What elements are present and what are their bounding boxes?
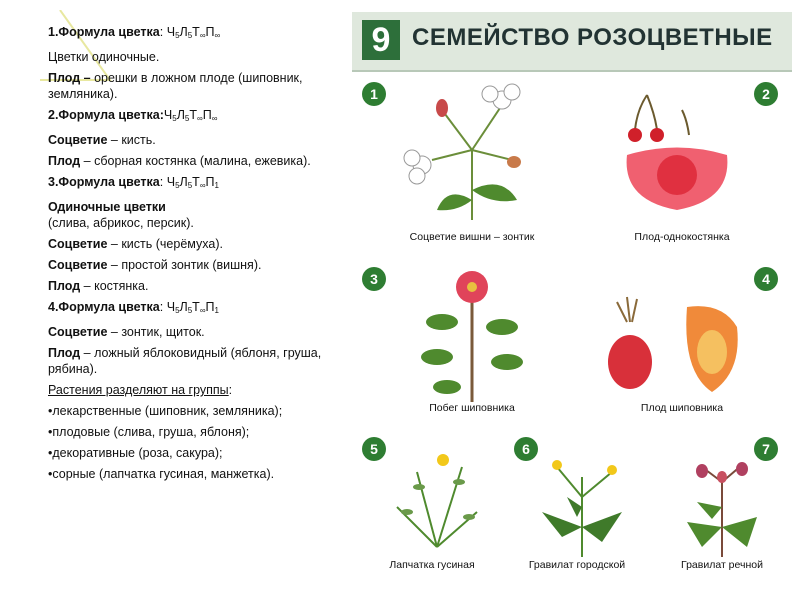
panel-7-badge: 7 [754,437,778,461]
formula-3-value: $Ч_5Л_5Т_\infty П_1$ [166,175,219,190]
figure-title: СЕМЕЙСТВО РОЗОЦВЕТНЫЕ [412,24,773,51]
panel-6-caption: Гравилат городской [528,559,626,571]
rosehip-fruit-icon [602,287,752,397]
fruit-3: Плод – костянка. [48,279,149,293]
inflorescence-3a: Соцветие – кисть (черёмуха). [48,237,223,251]
textbook-figure [352,12,792,588]
group-item-3: •декоративные (роза, сакура); [48,446,223,460]
panel-5-badge: 5 [362,437,386,461]
fruit-1: Плод – орешки в ложном плоде (шиповник, земляника). [48,71,303,101]
panel-7-caption: Гравилат речной [681,559,763,571]
fruit-4: Плод – ложный яблоковидный (яблоня, груша, рябина). [48,346,322,376]
silverweed-icon [377,452,497,552]
group-item-1: •лекарственные (шиповник, земляника); [48,404,283,418]
panel-1-caption: Соцветие вишни – зонтик [409,231,535,243]
cherry-drupe-icon [607,80,747,225]
panel-2-caption: Плод-однокостянка [634,231,730,243]
formula-text [48,24,344,487]
water-avens-icon [662,457,782,557]
panel-3-badge: 3 [362,267,386,291]
formula-1: 1.Формула цветка: $Ч_5Л_5Т_\infty П_\infty$ [48,25,221,40]
formula-1-value: $Ч_5Л_5Т_\infty П_\infty$ [166,25,221,40]
groups-heading: Растения разделяют на группы: [48,383,233,397]
wood-avens-icon [522,457,642,557]
formula-2: 2.Формула $цветка:Ч_5Л_5Т_\infty П_\infty$ [48,108,218,123]
formula-4-value: $Ч_5Л_5Т_\infty П_1$ [166,300,219,315]
panel-1-badge: 1 [362,82,386,106]
inflorescence-3b: Соцветие – простой зонтик (вишня). [48,258,262,272]
formula-3: 3.Формула цветка: $Ч_5Л_5Т_\infty П_1$ [48,175,219,190]
text-column [0,0,345,600]
panel-2-badge: 2 [754,82,778,106]
panel-5-caption: Лапчатка гусиная [389,559,475,571]
figure-header [352,12,792,72]
inflorescence-2: Соцветие – кисть. [48,133,156,147]
panel-4-caption: Плод шиповника [640,402,724,414]
panel-3-caption: Побег шиповника [429,402,515,414]
panel-6-badge: 6 [514,437,538,461]
inflorescence-4: Соцветие – зонтик, щиток. [48,325,205,339]
panel-4-badge: 4 [754,267,778,291]
group-item-4: •сорные (лапчатка гусиная, манжетка). [48,467,275,481]
single-flowers-3: Одиночные цветки (слива, абрикос, персик). [48,200,194,230]
single-flowers-line: Цветки одиночные. [48,50,160,64]
group-item-2: •плодовые (слива, груша, яблоня); [48,425,250,439]
cherry-inflorescence-icon [392,80,552,225]
formula-2-value: $Ч_5Л_5Т_\infty П_\infty$ [163,108,218,123]
fruit-2: Плод – сборная костянка (малина, ежевика). [48,154,311,168]
figure-number: 9 [362,20,400,60]
formula-4: 4.Формула цветка: $Ч_5Л_5Т_\infty П_1$ [48,300,219,315]
rosehip-shoot-icon [392,262,552,402]
